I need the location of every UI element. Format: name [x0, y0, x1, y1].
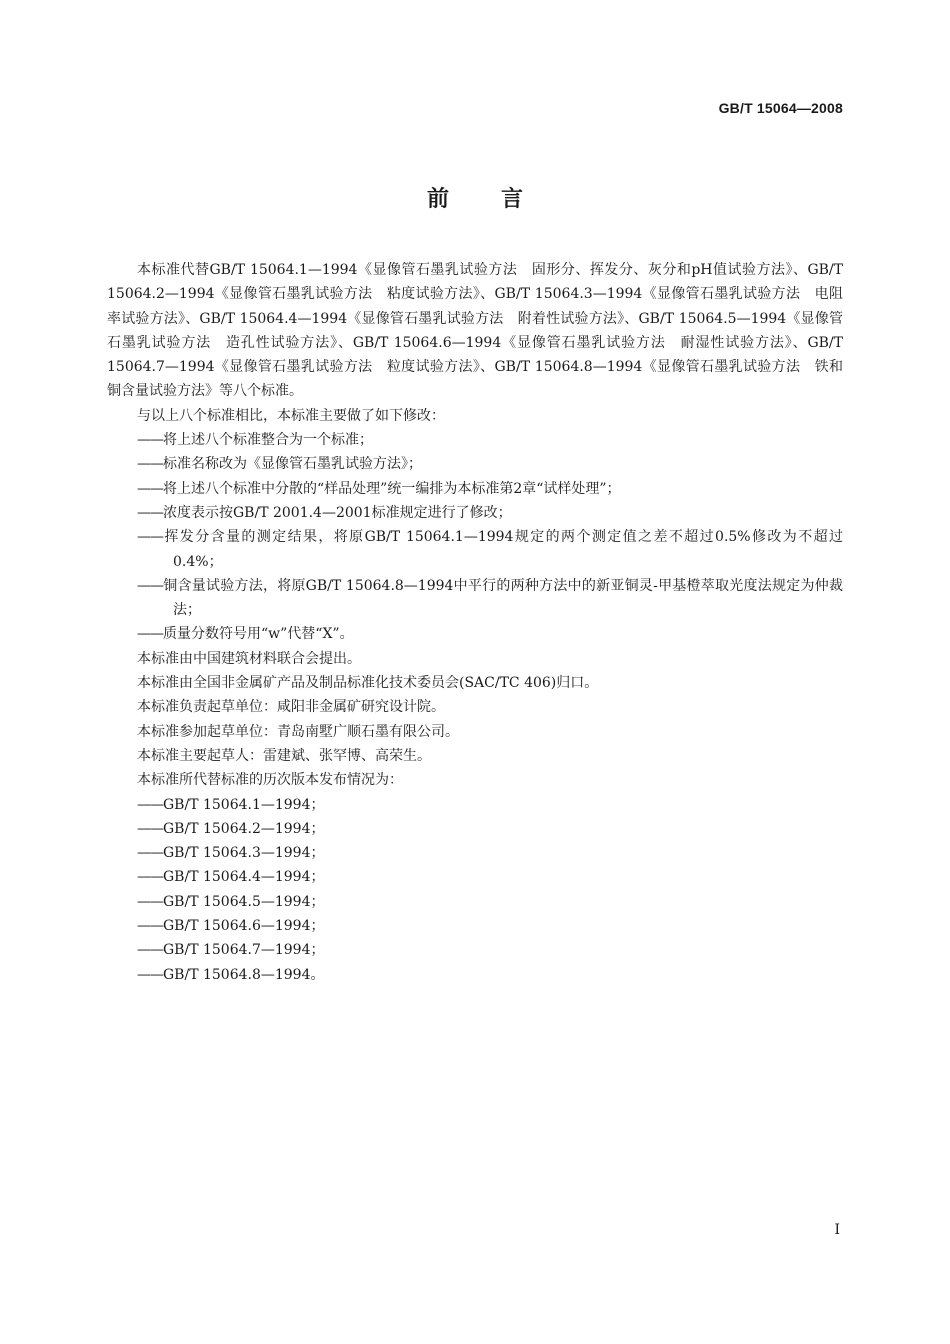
list-item — [107, 938, 843, 962]
history-text: GB/T 15064.4—1994； — [163, 869, 325, 886]
list-item — [107, 914, 843, 938]
list-dash: —— — [137, 893, 163, 910]
history-text: GB/T 15064.5—1994； — [163, 893, 325, 910]
participating-unit-paragraph: 本标准参加起草单位：青岛南墅广顺石墨有限公司。 — [137, 723, 459, 740]
list-dash: —— — [137, 942, 163, 959]
history-text: GB/T 15064.7—1994； — [163, 942, 325, 959]
list-dash: —— — [137, 966, 163, 983]
list-dash: —— — [137, 432, 163, 449]
list-item — [107, 574, 843, 623]
change-text: 浓度表示按GB/T 2001.4—2001标准规定进行了修改； — [163, 504, 512, 521]
list-dash: —— — [137, 796, 163, 813]
list-item — [107, 477, 843, 501]
change-text: 将上述八个标准整合为一个标准； — [163, 432, 373, 449]
document-body — [107, 258, 843, 987]
history-text: GB/T 15064.2—1994； — [163, 820, 325, 837]
history-text: GB/T 15064.6—1994； — [163, 918, 325, 935]
page-number: I — [834, 1222, 840, 1238]
change-text: 标准名称改为《显像管石墨乳试验方法》； — [163, 456, 422, 473]
history-text: GB/T 15064.8—1994。 — [163, 966, 325, 983]
history-intro: 本标准所代替标准的历次版本发布情况为： — [137, 772, 403, 789]
proposer-paragraph: 本标准由中国建筑材料联合会提出。 — [137, 650, 361, 667]
history-list — [107, 793, 843, 987]
list-dash: —— — [137, 456, 163, 473]
list-item — [107, 622, 843, 646]
list-item — [107, 865, 843, 889]
history-text: GB/T 15064.1—1994； — [163, 796, 325, 813]
list-item — [107, 525, 843, 574]
list-dash: —— — [137, 869, 163, 886]
list-item — [107, 963, 843, 987]
list-dash: —— — [137, 480, 163, 497]
page-title: 前言 — [426, 187, 575, 212]
list-dash: —— — [137, 577, 163, 594]
history-text: GB/T 15064.3—1994； — [163, 845, 325, 862]
list-dash: —— — [137, 820, 163, 837]
change-text: 挥发分含量的测定结果，将原GB/T 15064.1—1994规定的两个测定值之差不超过0.5%修改为不超过0.4%； — [163, 529, 843, 570]
list-item — [107, 501, 843, 525]
change-text: 铜含量试验方法，将原GB/T 15064.8—1994中平行的两种方法中的新亚铜灵-甲基橙萃取光度法规定为仲裁法； — [163, 577, 843, 619]
committee-paragraph: 本标准由全国非金属矿产品及制品标准化技术委员会(SAC/TC 406)归口。 — [137, 675, 599, 692]
list-item — [107, 793, 843, 817]
drafters-paragraph: 本标准主要起草人：雷建斌、张罕博、高荣生。 — [137, 747, 431, 764]
change-text: 质量分数符号用“w”代替“X”。 — [163, 626, 354, 643]
list-dash: —— — [137, 529, 163, 546]
list-dash: —— — [137, 918, 163, 935]
list-item — [107, 841, 843, 865]
standard-code-header: GB/T 15064—2008 — [718, 100, 843, 116]
changes-list — [107, 428, 843, 647]
list-dash: —— — [137, 845, 163, 862]
list-dash: —— — [137, 626, 163, 643]
list-item — [107, 817, 843, 841]
drafting-unit-paragraph: 本标准负责起草单位：咸阳非金属矿研究设计院。 — [137, 699, 445, 716]
changes-intro: 与以上八个标准相比，本标准主要做了如下修改： — [137, 407, 445, 424]
intro-paragraph: 本标准代替GB/T 15064.1—1994《显像管石墨乳试验方法 固形分、挥发分、灰分和pH值试验方法》、GB/T 15064.2—1994《显像管石墨乳试验方法 粘度试验方法》、GB/T 15064.3—1994《显像管石墨乳试验方法 电阻率试验方法》、GB/T 15064.4—1994《显像管石墨乳试验方法 附着性试验方法》、GB/T 15064.5—1994《显像管石墨乳试验方法 造孔性试验方法》、GB/T 15064.6—1994《显像管石墨乳试验方法 耐湿性试验方法》、GB/T 15064.7—1994《显像管石墨乳试验方法 粒度试验方法》、GB/T 15064.8—1994《显像管石墨乳试验方法 铁和铜含量试验方法》等八个标准。 — [107, 262, 843, 400]
list-dash: —— — [137, 504, 163, 521]
list-item — [107, 452, 843, 476]
change-text: 将上述八个标准中分散的“样品处理”统一编排为本标准第2章“试样处理”； — [163, 480, 621, 497]
list-item — [107, 890, 843, 914]
list-item — [107, 428, 843, 452]
